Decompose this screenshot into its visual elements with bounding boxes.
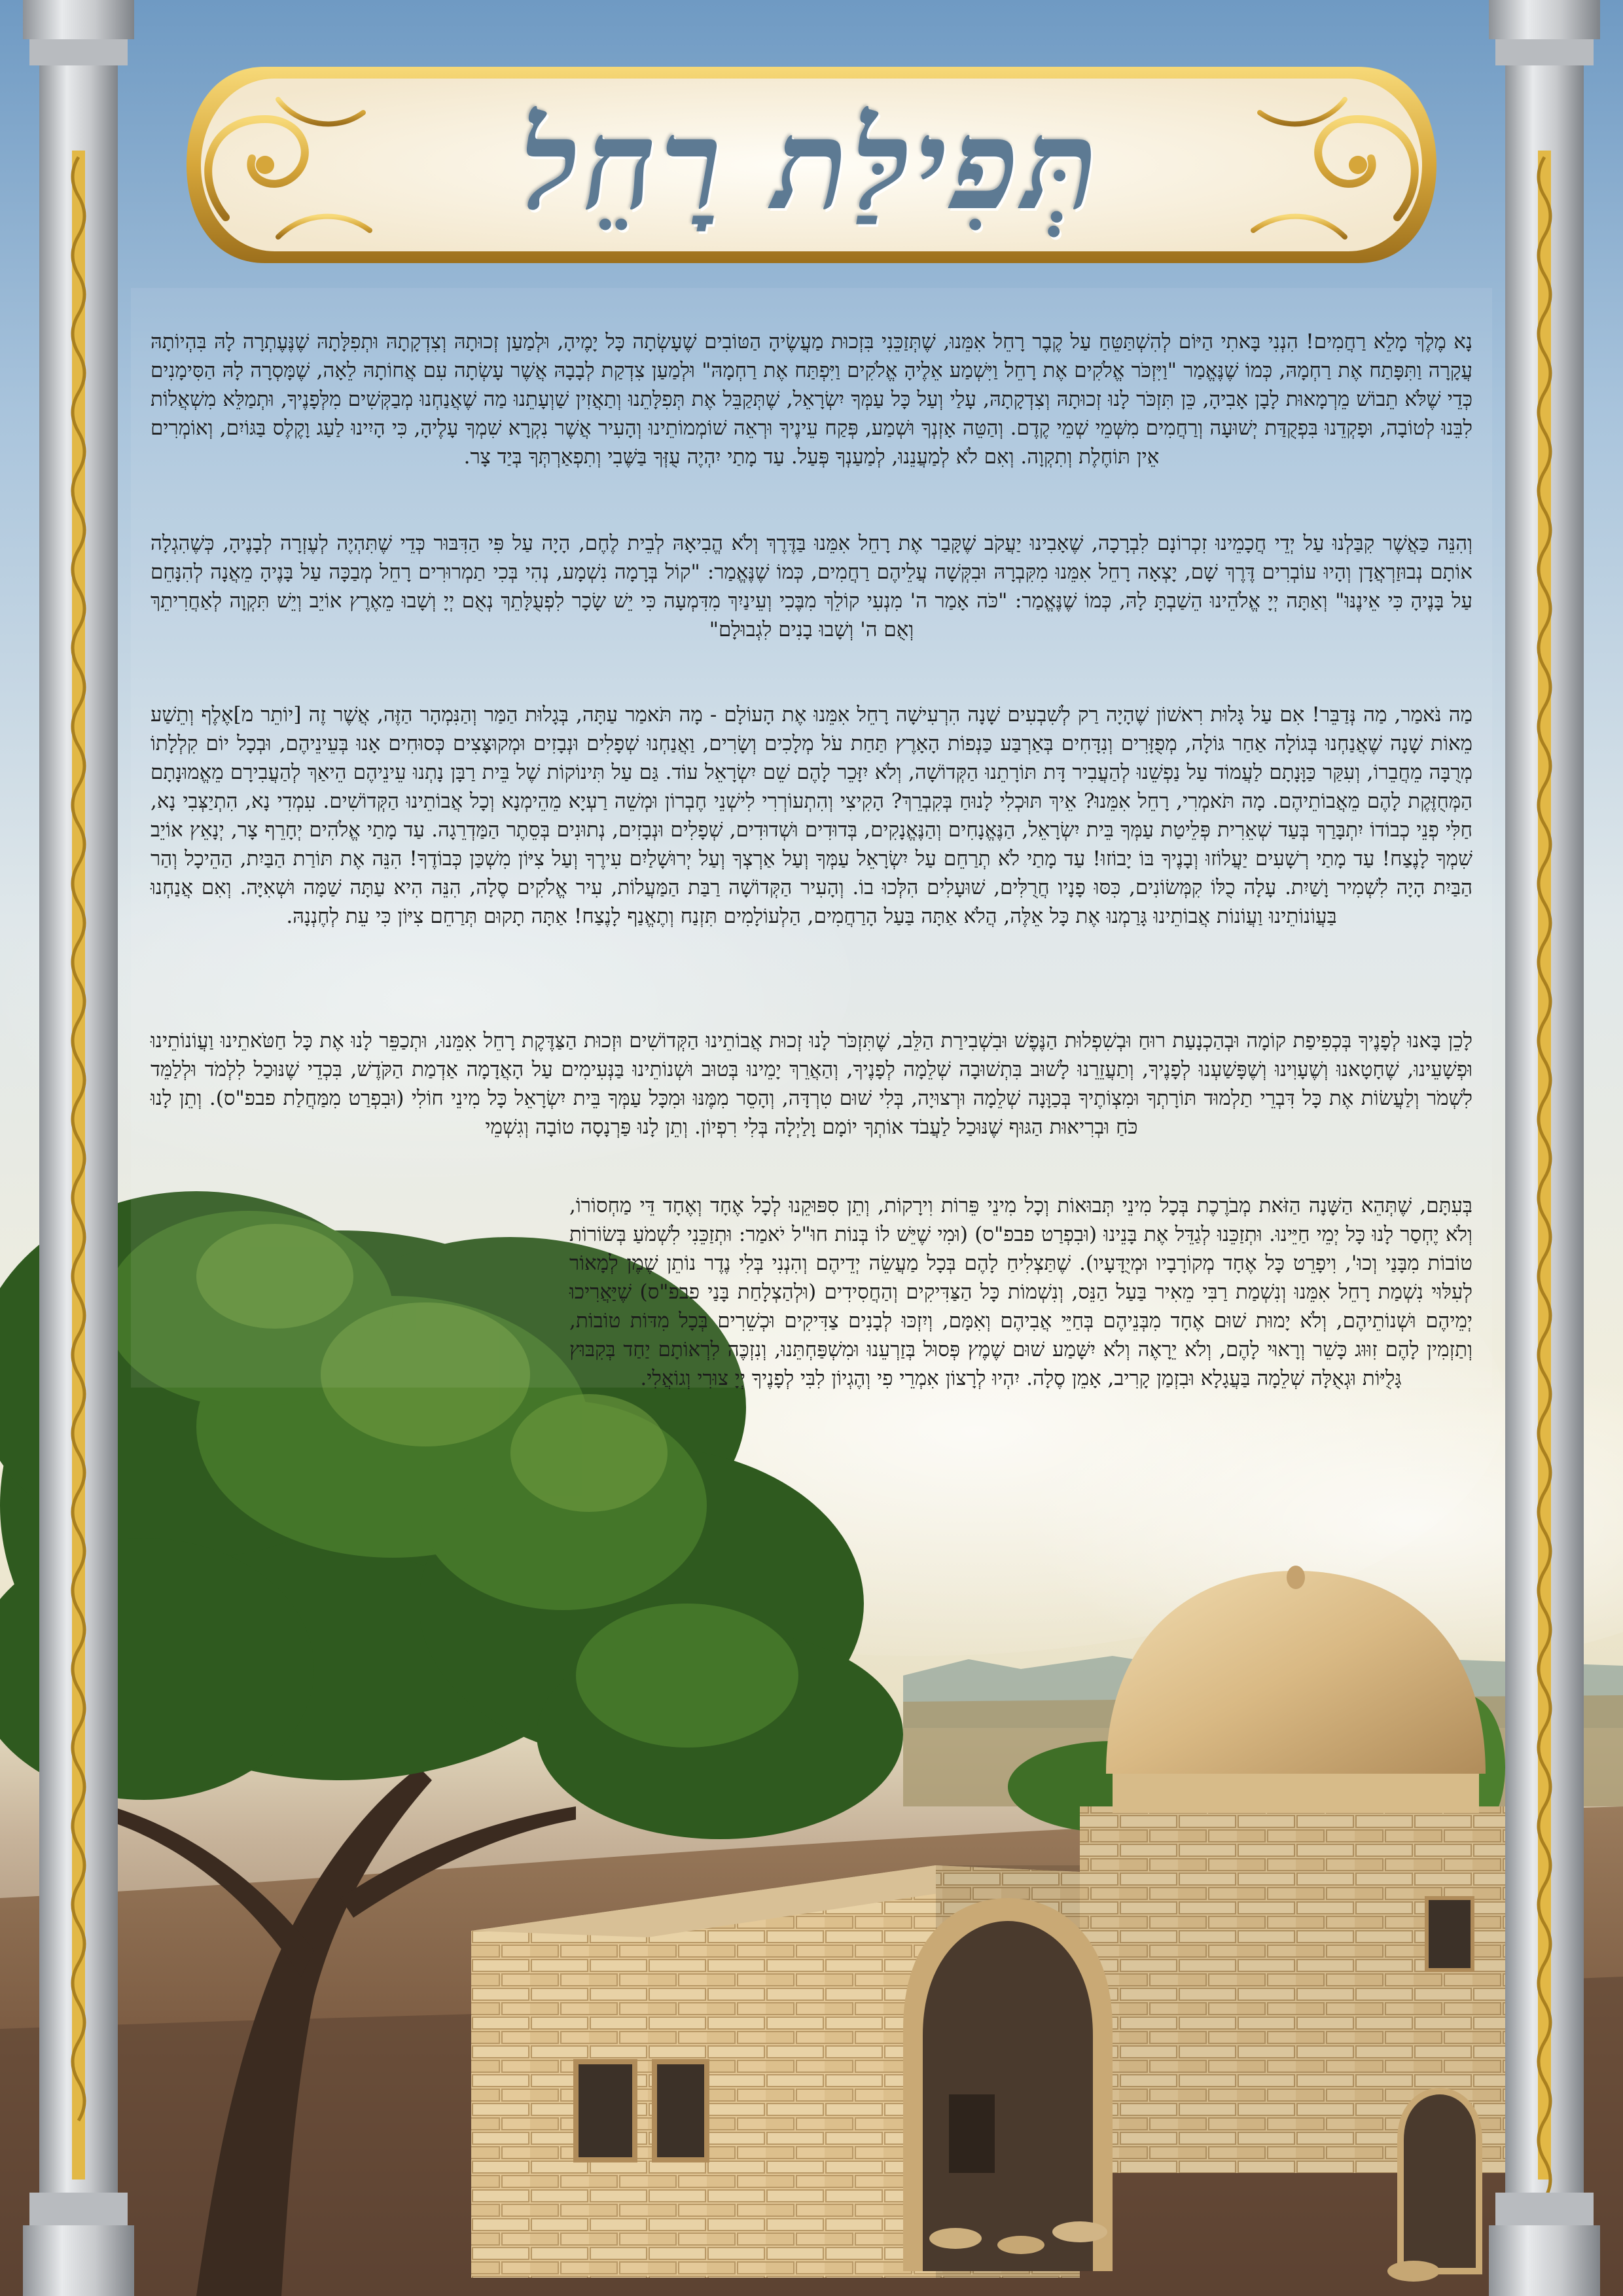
right-column-ornament xyxy=(1489,0,1600,2296)
prayer-paragraph-3: מַה נֹּאמַר, מַה נְּדַבֵּר! אִם עַל גָּלוּת רִאשׁוֹן שֶׁהָיָה רַק לְשִׁבְעִים שָׁנָה הִרְעִישָׁה רָחֵל אִמֵּנוּ אֶת הָעוֹלָם - מָה תֹּאמַר עַתָּה, בְּגָלוּת הַמַּר וְהַנִּמְהָר הַזֶּה, אֲשֶׁר זֶה [יוֹתֵר מ]אֶלֶף וְתֵשַׁע מֵאוֹת שָׁנָה שֶׁאֲנַחְנוּ בְּגוֹלָה אַחַר גּוֹלָה, מְפֻזָּרִים וְנִדָּחִים בְּאַרְבַּע כַּנְפוֹת הָאָרֶץ תַּחַת עֹל מְלָכִים וְשָׂרִים, וַאֲנַחְנוּ שְׁפָלִים וּנְבָזִים וּמְקוּצָּצִים כְּסוּחִים אָנוּ בְּעֵינֵיהֶם, וּבְכָל יוֹם קִלְלָתוֹ מְרֻבָּה מֵחֲבֵרוֹ, וְעִקַּר כַּוָּנָתָם לַעֲמוֹד עַל נַפְשֵׁנוּ לְהַעֲבִיר דָּת תּוֹרָתֵנוּ הַקְּדוֹשָׁה, וְלֹא יִזָּכֵר לָהֶם שֵׁם יִשְׂרָאֵל עוֹד. גַּם עַל תִּינוֹקוֹת שֶׁל בֵּית רַבָּן נָתְנוּ עֵינֵיהֶם הֵיאַךְ לְהַעֲבִירָם מֵאֱמוּנָתָם הַמְּחֻזֶּקֶת לָהֶם מֵאֲבוֹתֵיהֶם. מָה תֹּאמְרִי, רָחֵל אִמֵּנוּ? אֵיךְ תּוּכְלִי לָנוּחַ בְּקִבְרֵךְ? הָקִיצִי וְהִתְעוֹרְרִי לִישְׁנֵי חֶבְרוֹן וּמְשֵׁה רַעְיָא מֵהֵימְנָא וְכָל אֲבוֹתֵינוּ הַקְּדוֹשִׁים. עִמְדִי נָא, הִתְיַצְּבִי נָא, חַלִּי פְנֵי כְבוֹדוֹ יִתְבָּרַךְ בְּעַד שְׁאֵרִית פְּלֵיטַת עַמְּךָ בֵּית יִשְׂרָאֵל, הַנֶּאֱנָחִים וְהַנֶּאֱנָקִים, בְּדוּדִים וּשְׁדוּדִים, שְׁפָלִים וּנְבָזִים, נְתוּנִים בְּסֵתֶר הַמַּדְרֵגָה. עַד מָתַי אֱלֹהִים יְחָרֵף צָר, יְנָאֵץ אוֹיֵב שִׁמְךָ לָנֶצַח! עַד מָתַי רְשָׁעִים יַעֲלוֹזוּ וְבָנֶיךָ בּוֹ יָבוֹזוּ! עַד מָתַי לֹא תְרַחֵם עַל יִשְׂרָאֵל עַמְּךָ וְעַל אַרְצְךָ וְעַל יְרוּשָׁלַיִם עִירֶךָ וְעַל צִיּוֹן מִשְׁכַּן כְּבוֹדֶךָ! הִנֵּה אֶת תּוֹרַת הַבַּיִת, הַהֵיכָל וְהַר הַבַּיִת הָיָה לִשְׁמִיר וָשַׁיִת. עָלָה כֻלּוֹ קִמְּשׂוֹנִים, כִּסּוּ פָנָיו חֲרֻלִּים, שׁוּעָלִים הִלְּכוּ בוֹ. וְהָעִיר הַקְּדוֹשָׁה רַבַּת הַמַּעֲלוֹת, עִיר אֱלֹקִים סֶלָה, הִנֵּה הִיא עַתָּה שַׁמָּה וּשְׁאִיָּה. וְאִם אֲנַחְנוּ בַּעֲוֹנוֹתֵינוּ וַעֲוֹנוֹת אֲבוֹתֵינוּ גָּרַמְנוּ אֶת כָּל אֵלֶּה, הֲלֹא אַתָּה בַּעַל הָרַחֲמִים, הַלְעוֹלָמִים תִּזְנַח וְתֶאֱנַף לָנֶצַח! אַתָּה תָקוּם תְּרַחֵם צִיּוֹן כִּי עֵת לְחֶנְנָהּ. xyxy=(151,703,1472,928)
left-column-ornament xyxy=(23,0,134,2296)
prayer-paragraph-5: בְּעִתָּם, שֶׁתְּהֵא הַשָּׁנָה הַזֹּאת מְבֹרֶכֶת בְּכָל מִינֵי תְּבוּאוֹת וְכָל מִינֵי פֵּרוֹת וִירָקוֹת, וְתֵן סִפּוּקֵנוּ לְכָל אֶחָד וְאֶחָד דֵּי מַחְסוֹרוֹ, וְלֹא יֶחְסַר לָנוּ כָּל יְמֵי חַיֵּינוּ. וּתְזַכֵּנוּ לְגַדֵּל אֶת בָּנֵינוּ (וּבִפְרַט פבפ"ס) (וּמִי שֶׁיֵּשׁ לוֹ בְּנוֹת חוּ"ל יֹאמַר: וּתְזַכֵּנִי לִשְׁמֹעַ בְּשׂוֹרוֹת טוֹבוֹת מִבָּנַי וְכוּ', וִיפָרֵט כָּל אֶחָד מְקוֹרָבָיו וּמְיֻדָּעָיו). שֶׁתַּצְלִיחַ לָהֶם בְּכָל מַעֲשֵׂה יְדֵיהֶם וְהִנְנִי בְּלִי נֶדֶר נוֹתֵן שֶׁמֶן לְמָאוֹר לְעִלּוּי נִשְׁמַת רָחֵל אִמֵּנוּ וְנִשְׁמַת רַבִּי מֵאִיר בַּעַל הַנֵּס, וְנִשְׁמוֹת כָּל הַצַּדִּיקִים וְהַחֲסִידִים (וּלְהַצְלָחַת בָּנַי פבפ"ס) שֶׁיַּאֲרִיכוּ יְמֵיהֶם וּשְׁנוֹתֵיהֶם, וְלֹא יָמוּת שׁוּם אֶחָד מִבְּנֵיהֶם בְּחַיֵּי אֲבִיהֶם וְאִמָּם, וְיִזְכּוּ לְבָנִים צַדִּיקִים וּכְשֵׁרִים בְּכָל מִדּוֹת טוֹבוֹת, וְתַזְמִין לָהֶם זִוּוּג כָּשֵׁר וְרָאוּי לָהֶם, וְלֹא יֵרָאֶה וְלֹא יִשָּׁמַע שׁוּם שֶׁמֶץ פְּסוּל בְּזַרְעֵנוּ וּמִשְׁפַּחְתֵּנוּ, וְנִזְכֶּה לִרְאוֹתָם יַחַד בְּקִבּוּץ גָּלֻיּוֹת וּגְאֻלָּה שְׁלֵמָה בַּעֲגָלָא וּבִזְמַן קָרִיב, אָמֵן סֶלָה. יִהְיוּ לְרָצוֹן אִמְרֵי פִי וְהֶגְיוֹן לִבִּי לְפָנֶיךָ יְיָ צוּרִי וְגוֹאֲלִי. xyxy=(569,1194,1472,1390)
prayer-paragraph-1: נָא מֶלֶךְ מָלֵא רַחֲמִים! הִנְנִי בָּאתִי הַיּוֹם לְהִשְׁתַּטֵּחַ עַל קֶבֶר רָחֵל אִמֵּנוּ, שֶׁתְּזַכֵּנִי בִּזְכוּת מַעֲשֶׂיהָ הַטּוֹבִים שֶׁעָשְׂתָה כָּל יָמֶיהָ, וּלְמַעַן זְכוּתָהּ וְצִדְקָתָהּ וּתְפִלָּתָהּ שֶׁנֶּעֶתְרָה לָהּ בִּהְיוֹתָהּ עֲקָרָה וַתִּפָּתַח אֶת רַחְמָהּ, כְּמוֹ שֶׁנֶּאֱמַר "וַיִּזְכֹּר אֱלֹקִים אֶת רָחֵל וַיִּשְׁמַע אֵלֶיהָ אֱלֹקִים וַיִּפְתַּח אֶת רַחְמָהּ" וּלְמַעַן צִדְקַת לְבָבָהּ אֲשֶׁר עָשְׂתָה עִם אֲחוֹתָהּ לֵאָה, שֶׁמָּסְרָה לָהּ הַסִּימָנִים כְּדֵי שֶׁלֹּא תֵבוֹשׁ מֵרְמָאוּת לָבָן אָבִיהָ, כֵּן תִּזְכֹּר לָנוּ זְכוּתָהּ וְצִדְקָתָהּ, עָלַי וְעַל כָּל עַמְּךָ יִשְׂרָאֵל, שֶׁתְּקַבֵּל אֶת תְּפִלָּתֵנוּ וְתַאֲזִין שַׁוְעָתֵנוּ מַה שֶׁאֲנַחְנוּ מְבַקְּשִׁים מִלְּפָנֶיךָ, וּתְמַלֵּא מִשְׁאֲלוֹת לִבֵּנוּ לְטוֹבָה, וּפָקְדֵנוּ בִּפְקֻדַּת יְשׁוּעָה וְרַחֲמִים מִשְּׁמֵי שְׁמֵי קֶדֶם. וְהַטֵּה אָזְנְךָ וּשְׁמַע, פְּקַח עֵינֶיךָ וּרְאֵה שׁוֹמְמוֹתֵינוּ וְהָעִיר אֲשֶׁר נִקְרָא שִׁמְךָ עָלֶיהָ, כִּי הָיִינוּ לַעַג וָקֶלֶס בַּגּוֹיִם, וְאוֹמְרִים אֵין תּוֹחֶלֶת וְתִקְוָה. וְאִם לֹא לְמַעֲנֵנוּ, לְמַעַנְךָ פְּעַל. עַד מָתַי יִהְיֶה עֻזְּךָ בַּשֶּׁבִי וְתִפְאַרְתְּךָ בְּיַד צָר. xyxy=(151,330,1472,469)
title-plaque xyxy=(167,47,1456,283)
page-title: תְּפִילַּת רָחֵל xyxy=(520,92,1103,238)
prayer-paragraph-2: וְהִנֵּה כַּאֲשֶׁר קִבַּלְנוּ עַל יְדֵי חֲכָמֵינוּ זִכְרוֹנָם לִבְרָכָה, שֶׁאָבִינוּ יַעֲקֹב שֶׁקָּבַר אֶת רָחֵל אִמֵּנוּ בַּדֶּרֶךְ וְלֹא הֱבִיאָהּ לְבֵית לֶחֶם, הָיָה עַל פִּי הַדִּבּוּר כְּדֵי שֶׁתִּהְיֶה לְעֶזְרָה לְבָנֶיהָ, כְּשֶׁהִגְלָה אוֹתָם נְבוּזַרְאֲדָן וְהָיוּ עוֹבְרִים דֶּרֶךְ שָׁם, יָצְאָה רָחֵל אִמֵּנוּ מִקִּבְרָהּ וּבִקְּשָׁה עֲלֵיהֶם רַחֲמִים, כְּמוֹ שֶׁנֶּאֱמַר: "קוֹל בְּרָמָה נִשְׁמָע, נְהִי בְּכִי תַמְרוּרִים רָחֵל מְבַכָּה עַל בָּנֶיהָ מֵאֲנָה לְהִנָּחֵם עַל בָּנֶיהָ כִּי אֵינֶנּוּ" וְאַתָּה יְיָ אֱלֹהֵינוּ הֵשַׁבְתָּ לָהּ, כְּמוֹ שֶׁנֶּאֱמַר: "כֹּה אָמַר ה' מִנְעִי קוֹלֵךְ מִבֶּכִי וְעֵינַיִךְ מִדִּמְעָה כִּי יֵשׁ שָׂכָר לִפְעֻלָּתֵךְ נְאֻם יְיָ וְשָׁבוּ מֵאֶרֶץ אוֹיֵב וְיֵשׁ תִּקְוָה לְאַחֲרִיתֵךְ וְאֻם ה' וְשָׁבוּ בָנִים לִגְבוּלָם" xyxy=(151,531,1472,641)
prayer-paragraph-4: לָכֵן בָּאנוּ לְפָנֶיךָ בְּכְפִיפַת קוֹמָה וּבְהַכְנָעַת רוּחַ וּבְשִׁפְלוּת הַנֶּפֶשׁ וּבִשְׁבִירַת הַלֵּב, שֶׁתִּזְכֹּר לָנוּ זְכוּת אֲבוֹתֵינוּ הַקְּדוֹשִׁים וּזְכוּת הַצַּדֶּקֶת רָחֵל אִמֵּנוּ, וּתְכַפֵּר לָנוּ אֶת כָּל חַטֹּאתֵינוּ וַעֲוֹנוֹתֵינוּ וּפְשָׁעֵינוּ, שֶׁחָטָאנוּ וְשֶׁעָוִינוּ וְשֶׁפָּשַׁעְנוּ לְפָנֶיךָ, וְתַעֲזֵרֵנוּ לָשׁוּב בִּתְשׁוּבָה שְׁלֵמָה לְפָנֶיךָ, וְהַאֲרֵךְ יָמֵינוּ בְּטוּב וּשְׁנוֹתֵינוּ בַּנְּעִימִים עַל הָאֲדָמָה אַדְמַת הַקֹּדֶשׁ, בִּכְדֵי שֶׁנּוּכַל לִלְמֹד וּלְלַמֵּד לִשְׁמֹר וְלַעֲשׂוֹת אֶת כָּל דִּבְרֵי תַלְמוּד תּוֹרָתְךָ וּמִצְוֹתֶיךָ בְּכַוָּנָה שְׁלֵמָה וּרְצוּיָה, בְּלִי שׁוּם טִרְדָּה, וְהָסֵר מִמֶּנּוּ וּמִכָּל עַמְּךָ בֵּית יִשְׂרָאֵל כָּל מִינֵי חוֹלִי (וּבִפְרַט מִמַּחֲלַת פבפ"ס). וְתֵן לָנוּ כֹּחַ וּבְרִיאוּת הַגּוּף שֶׁנּוּכַל לַעֲבֹד אוֹתְךָ יוֹמָם וָלַיְלָה בְּלִי רִפְיוֹן. וְתֵן לָנוּ פַּרְנָסָה טוֹבָה וְגִשְׁמֵי xyxy=(151,1029,1473,1139)
